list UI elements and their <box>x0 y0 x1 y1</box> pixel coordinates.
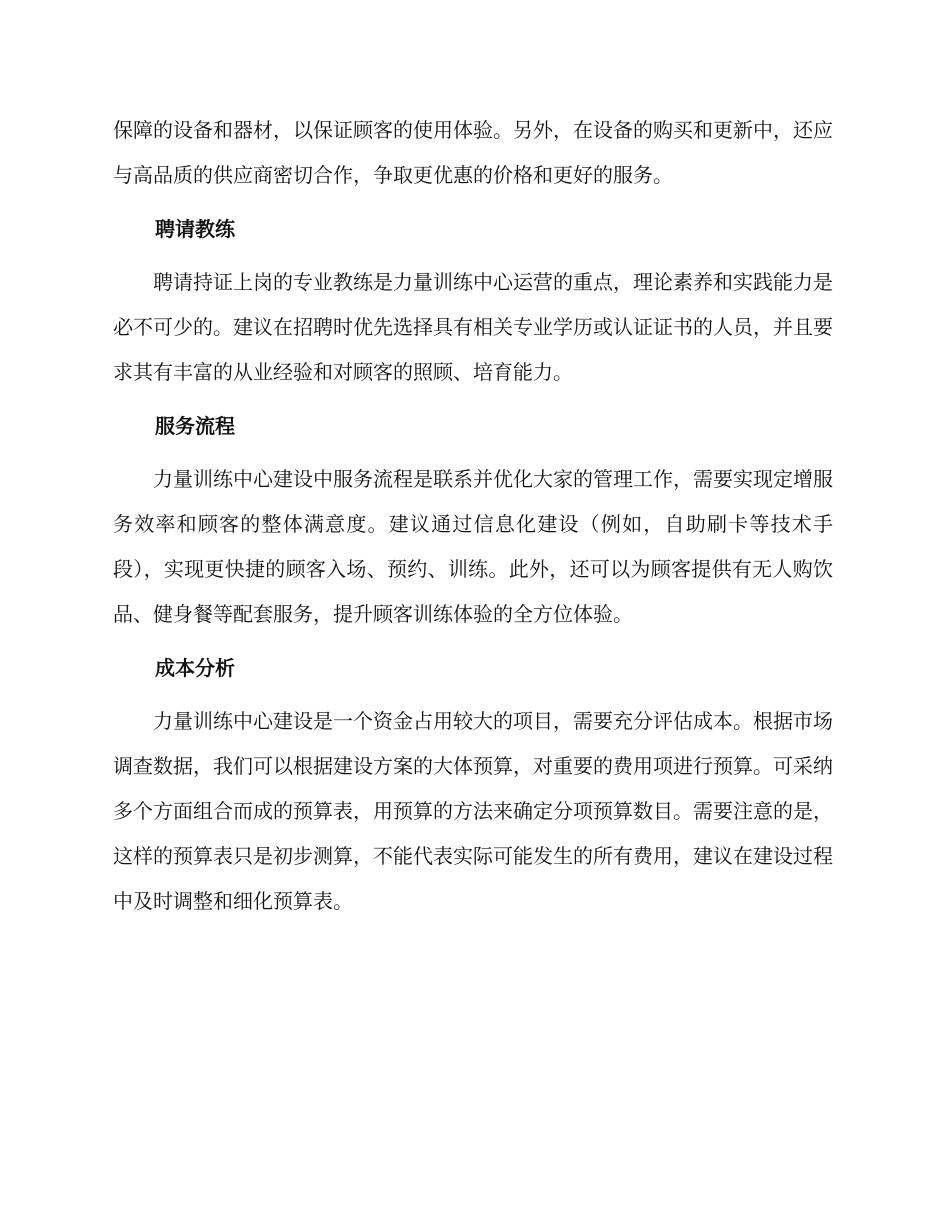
section-body-cost: 力量训练中心建设是一个资金占用较大的项目，需要充分评估成本。根据市场调查数据，我们可以根据建设方案的大体预算，对重要的费用项进行预算。可采纳多个方面组合而成的预算表，用预算的方法来确定分项预算数目。需要注意的是，这样的预算表只是初步测算，不能代表实际可能发生的所有费用，建议在建设过程中及时调整和细化预算表。 <box>113 709 833 913</box>
intro-paragraph: 保障的设备和器材，以保证顾客的使用体验。另外，在设备的购买和更新中，还应与高品质的供应商密切合作，争取更优惠的价格和更好的服务。 <box>113 118 833 187</box>
section-heading-coach: 聘请教练 <box>155 217 235 241</box>
section-heading-service: 服务流程 <box>155 414 235 438</box>
section-body-service: 力量训练中心建设中服务流程是联系并优化大家的管理工作，需要实现定增服务效率和顾客的整体满意度。建议通过信息化建设（例如，自助刷卡等技术手段），实现更快捷的顾客入场、预约、训练。此外，还可以为顾客提供有无人购饮品、健身餐等配套服务，提升顾客训练体验的全方位体验。 <box>113 467 833 626</box>
section-body-coach: 聘请持证上岗的专业教练是力量训练中心运营的重点，理论素养和实践能力是必不可少的。建议在招聘时优先选择具有相关专业学历或认证证书的人员，并且要求其有丰富的从业经验和对顾客的照顾、培育能力。 <box>113 270 833 384</box>
section-heading-cost: 成本分析 <box>155 656 235 680</box>
document-body <box>113 108 833 924</box>
